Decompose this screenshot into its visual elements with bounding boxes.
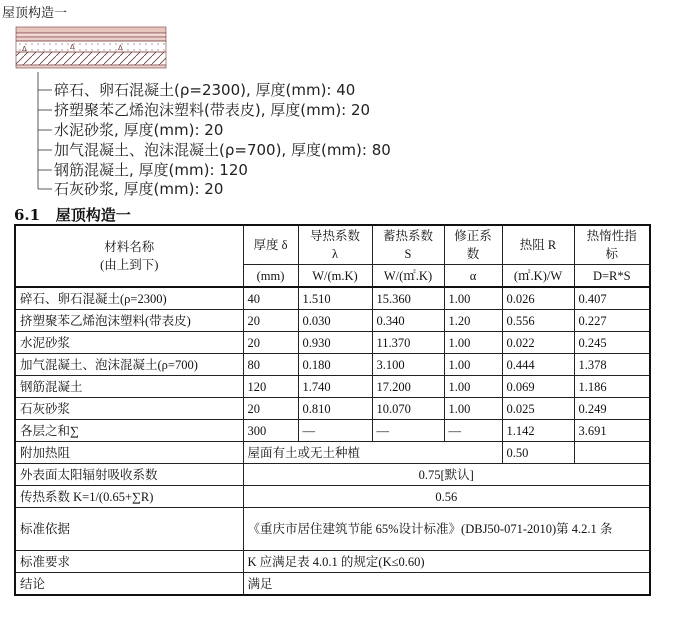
solar-absorption-label: 外表面太阳辐射吸收系数 [15,464,243,486]
sum-inertia: 3.691 [574,420,650,442]
layer-label: 挤塑聚苯乙烯泡沫塑料(带表皮), 厚度(mm): 20 [54,101,371,119]
cell-material: 钢筋混凝土 [15,376,243,398]
header-thickness: 厚度 δ [243,225,298,265]
solar-absorption-row [15,464,650,486]
cell-conductivity: 1.740 [298,376,372,398]
cell-correction: 1.00 [444,398,502,420]
header-storage: 蓄热系数 S [372,225,444,265]
cell-thickness: 20 [243,332,298,354]
leader-lines [38,72,52,189]
cell-correction: 1.20 [444,310,502,332]
k-value-row [15,486,650,508]
section-number: 6.1 [14,206,41,224]
cell-thickness: 80 [243,354,298,376]
svg-text:ᐃ: ᐃ [118,44,123,52]
diagram-caption: 屋顶构造一 [2,6,68,21]
svg-text:ᐃ: ᐃ [70,43,75,51]
cell-storage: 10.070 [372,398,444,420]
header-resistance: 热阻 R [502,225,574,265]
unit-inertia: D=R*S [574,265,650,288]
unit-storage: W/(㎡.K) [372,265,444,288]
cell-resistance: 0.026 [502,287,574,310]
extra-resistance-value: 屋面有土或无土种植 [243,442,502,464]
table-row [15,287,650,310]
thermal-calculation-table [14,224,651,596]
cell-resistance: 0.069 [502,376,574,398]
cell-storage: 15.360 [372,287,444,310]
unit-correction: α [444,265,502,288]
cell-correction: 1.00 [444,354,502,376]
header-material: 材料名称 (由上到下) [15,225,243,287]
layer-xps-insulation [16,33,166,37]
table-row [15,310,650,332]
cell-conductivity: 1.510 [298,287,372,310]
cell-resistance: 0.025 [502,398,574,420]
cell-material: 石灰砂浆 [15,398,243,420]
cell-correction: 1.00 [444,287,502,310]
layer-aerated-concrete [16,41,166,52]
layer-lime-mortar [16,65,166,68]
cell-thickness: 20 [243,398,298,420]
extra-resistance-r: 0.50 [502,442,574,464]
k-value-label: 传热系数 K=1/(0.65+∑R) [15,486,243,508]
extra-resistance-row [15,442,650,464]
layer-label: 碎石、卵石混凝土(ρ=2300), 厚度(mm): 40 [54,81,356,99]
cell-storage: 11.370 [372,332,444,354]
standard-basis-value: 《重庆市居住建筑节能 65%设计标准》(DBJ50-071-2010)第 4.2.1 条 [243,508,650,551]
header-inertia: 热惰性指 标 [574,225,650,265]
cell-conductivity: 0.810 [298,398,372,420]
layer-concrete-aggregate [16,27,166,33]
layer-label: 钢筋混凝土, 厚度(mm): 120 [54,161,248,179]
cell-thickness: 120 [243,376,298,398]
cell-material: 挤塑聚苯乙烯泡沫塑料(带表皮) [15,310,243,332]
sum-label: 各层之和∑ [15,420,243,442]
table-row [15,376,650,398]
standard-requirement-row [15,551,650,573]
conclusion-row [15,573,650,596]
unit-thickness: (mm) [243,265,298,288]
cell-resistance: 0.556 [502,310,574,332]
cell-resistance: 0.444 [502,354,574,376]
table-row [15,398,650,420]
cell-storage: 0.340 [372,310,444,332]
sum-resistance: 1.142 [502,420,574,442]
layer-reinforced-concrete [16,52,166,65]
cell-material: 加气混凝土、泡沫混凝土(ρ=700) [15,354,243,376]
cell-storage: 17.200 [372,376,444,398]
sum-conductivity: — [298,420,372,442]
section-heading [14,204,131,225]
unit-conductivity: W/(m.K) [298,265,372,288]
header-correction: 修正系 数 [444,225,502,265]
cell-inertia: 0.249 [574,398,650,420]
cell-resistance: 0.022 [502,332,574,354]
cell-correction: 1.00 [444,376,502,398]
standard-requirement-label: 标准要求 [15,551,243,573]
cell-conductivity: 0.930 [298,332,372,354]
standard-requirement-value: K 应满足表 4.0.1 的规定(K≤0.60) [243,551,650,573]
conclusion-label: 结论 [15,573,243,596]
sum-storage: — [372,420,444,442]
layer-cement-mortar [16,37,166,41]
standard-basis-label: 标准依据 [15,508,243,551]
cell-inertia: 1.186 [574,376,650,398]
sum-row [15,420,650,442]
section-title: 屋顶构造一 [55,206,131,224]
cell-conductivity: 0.030 [298,310,372,332]
extra-resistance-empty [574,442,650,464]
layer-label: 石灰砂浆, 厚度(mm): 20 [54,180,224,198]
sum-thickness: 300 [243,420,298,442]
k-value: 0.56 [243,486,650,508]
table-row [15,354,650,376]
standard-basis-row [15,508,650,551]
cell-correction: 1.00 [444,332,502,354]
cell-inertia: 1.378 [574,354,650,376]
conclusion-value: 满足 [243,573,650,596]
cell-inertia: 0.245 [574,332,650,354]
table-header-row [15,225,650,265]
cell-inertia: 0.227 [574,310,650,332]
solar-absorption-value: 0.75[默认] [243,464,650,486]
extra-resistance-label: 附加热阻 [15,442,243,464]
layer-label: 加气混凝土、泡沫混凝土(ρ=700), 厚度(mm): 80 [54,141,391,159]
cell-storage: 3.100 [372,354,444,376]
sum-correction: — [444,420,502,442]
unit-resistance: (㎡.K)/W [502,265,574,288]
layer-label: 水泥砂浆, 厚度(mm): 20 [54,121,224,139]
cell-material: 水泥砂浆 [15,332,243,354]
cell-inertia: 0.407 [574,287,650,310]
table-row [15,332,650,354]
cell-thickness: 20 [243,310,298,332]
svg-text:ᐃ: ᐃ [22,45,27,53]
cell-conductivity: 0.180 [298,354,372,376]
header-conductivity: 导热系数 λ [298,225,372,265]
cell-thickness: 40 [243,287,298,310]
cell-material: 碎石、卵石混凝土(ρ=2300) [15,287,243,310]
